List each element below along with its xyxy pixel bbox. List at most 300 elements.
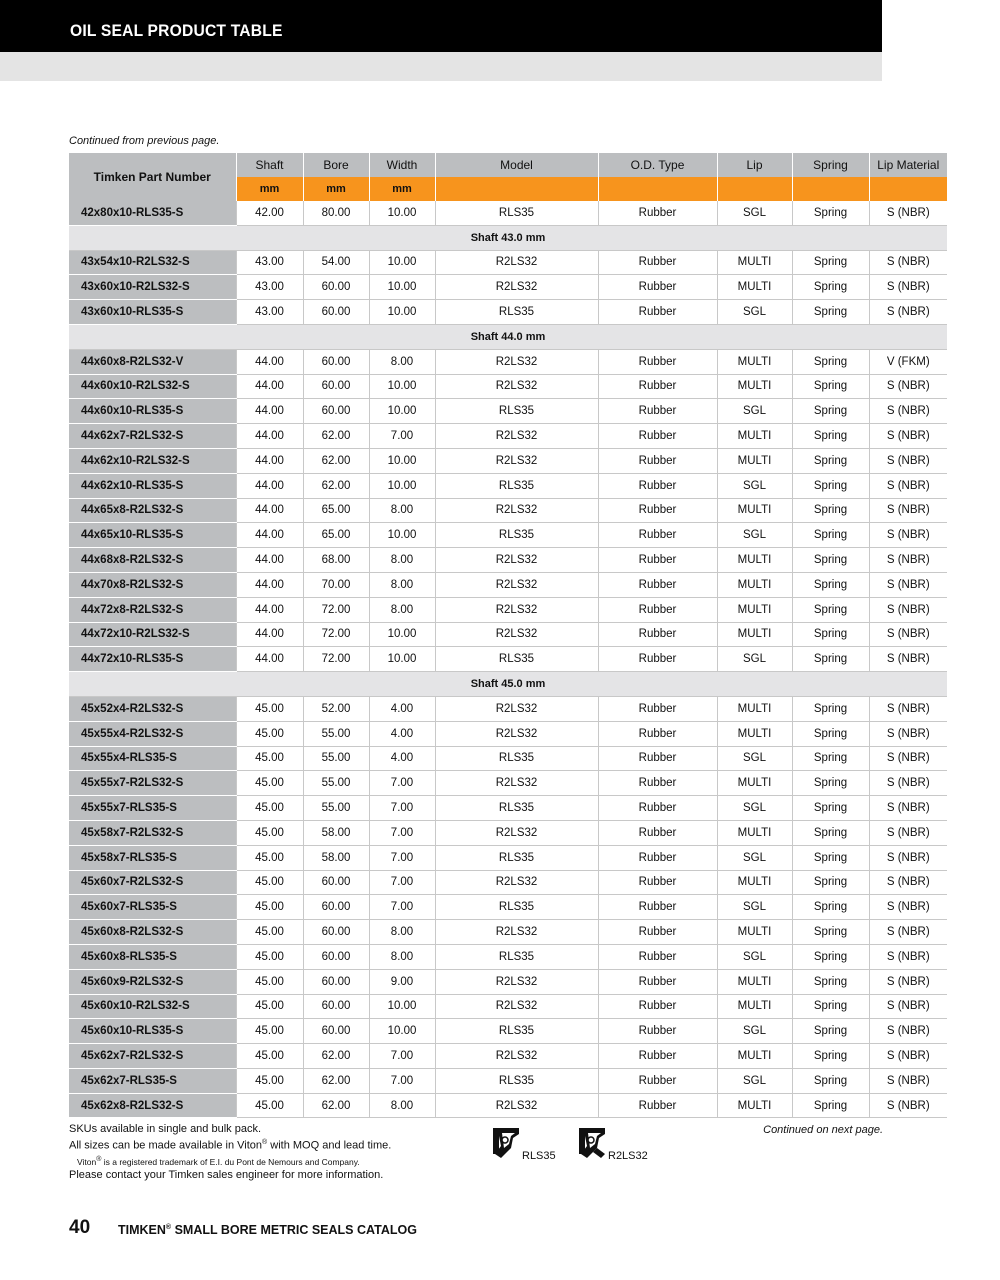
spring-cell: Spring [792, 622, 869, 647]
shaft-cell: 45.00 [236, 845, 303, 870]
table-row [69, 597, 947, 622]
lip-material-cell: S (NBR) [869, 771, 947, 796]
col-shaft: Shaft [236, 153, 303, 177]
bore-cell: 55.00 [303, 721, 369, 746]
bore-cell: 60.00 [303, 349, 369, 374]
lip-cell: SGL [717, 1019, 792, 1044]
width-cell: 8.00 [369, 548, 435, 573]
table-row [69, 374, 947, 399]
model-cell: R2LS32 [435, 622, 598, 647]
part-number-cell: 45x55x7-RLS35-S [69, 796, 236, 821]
footnotes [69, 1122, 391, 1182]
od-type-cell: Rubber [598, 920, 717, 945]
lip-material-cell: S (NBR) [869, 622, 947, 647]
table-row [69, 250, 947, 275]
od-type-cell: Rubber [598, 597, 717, 622]
bore-cell: 62.00 [303, 1093, 369, 1118]
od-type-cell: Rubber [598, 572, 717, 597]
width-cell: 10.00 [369, 1019, 435, 1044]
lip-cell: MULTI [717, 448, 792, 473]
model-cell: RLS35 [435, 944, 598, 969]
od-type-cell: Rubber [598, 349, 717, 374]
lip-cell: MULTI [717, 597, 792, 622]
shaft-cell: 45.00 [236, 994, 303, 1019]
lip-cell: SGL [717, 473, 792, 498]
od-type-cell: Rubber [598, 994, 717, 1019]
model-cell: RLS35 [435, 399, 598, 424]
table-row [69, 771, 947, 796]
lip-cell: MULTI [717, 920, 792, 945]
lip-material-cell: S (NBR) [869, 300, 947, 325]
unit-blank [792, 177, 869, 201]
page-number: 40 [69, 1217, 91, 1238]
spring-cell: Spring [792, 969, 869, 994]
model-cell: R2LS32 [435, 820, 598, 845]
lip-material-cell: S (NBR) [869, 275, 947, 300]
spring-cell: Spring [792, 721, 869, 746]
bore-cell: 60.00 [303, 374, 369, 399]
bore-cell: 62.00 [303, 1068, 369, 1093]
width-cell: 7.00 [369, 845, 435, 870]
spring-cell: Spring [792, 498, 869, 523]
shaft-cell: 45.00 [236, 920, 303, 945]
lip-material-cell: S (NBR) [869, 473, 947, 498]
bore-cell: 60.00 [303, 870, 369, 895]
table-row [69, 1019, 947, 1044]
width-cell: 10.00 [369, 275, 435, 300]
od-type-cell: Rubber [598, 771, 717, 796]
bore-cell: 70.00 [303, 572, 369, 597]
shaft-cell: 45.00 [236, 870, 303, 895]
od-type-cell: Rubber [598, 473, 717, 498]
table-row [69, 820, 947, 845]
spring-cell: Spring [792, 647, 869, 672]
part-number-cell: 45x58x7-R2LS32-S [69, 820, 236, 845]
od-type-cell: Rubber [598, 424, 717, 449]
spring-cell: Spring [792, 746, 869, 771]
model-cell: RLS35 [435, 1068, 598, 1093]
bore-cell: 55.00 [303, 796, 369, 821]
lip-material-cell: S (NBR) [869, 448, 947, 473]
note-trademark: Viton® is a registered trademark of E.I. du Pont de Nemours and Company. [77, 1155, 360, 1167]
lip-material-cell: S (NBR) [869, 1019, 947, 1044]
bore-cell: 54.00 [303, 250, 369, 275]
od-type-cell: Rubber [598, 498, 717, 523]
lip-material-cell: S (NBR) [869, 796, 947, 821]
lip-material-cell: S (NBR) [869, 424, 947, 449]
table-row [69, 796, 947, 821]
spring-cell: Spring [792, 374, 869, 399]
model-cell: R2LS32 [435, 1044, 598, 1069]
table-row [69, 920, 947, 945]
spring-cell: Spring [792, 572, 869, 597]
model-cell: R2LS32 [435, 1093, 598, 1118]
part-number-cell: 44x72x10-RLS35-S [69, 647, 236, 672]
spring-cell: Spring [792, 1093, 869, 1118]
bore-cell: 62.00 [303, 448, 369, 473]
lip-cell: SGL [717, 796, 792, 821]
width-cell: 8.00 [369, 597, 435, 622]
width-cell: 10.00 [369, 300, 435, 325]
od-type-cell: Rubber [598, 1093, 717, 1118]
part-number-cell: 44x72x8-R2LS32-S [69, 597, 236, 622]
od-type-cell: Rubber [598, 796, 717, 821]
lip-material-cell: V (FKM) [869, 349, 947, 374]
table-row [69, 548, 947, 573]
model-cell: R2LS32 [435, 920, 598, 945]
table-row [69, 1068, 947, 1093]
bore-cell: 55.00 [303, 746, 369, 771]
col-model: Model [435, 153, 598, 177]
unit-blank [598, 177, 717, 201]
lip-material-cell: S (NBR) [869, 250, 947, 275]
model-cell: RLS35 [435, 746, 598, 771]
col-part-number: Timken Part Number [69, 153, 236, 201]
shaft-group-label: Shaft 45.0 mm [69, 672, 947, 697]
lip-material-cell: S (NBR) [869, 548, 947, 573]
shaft-cell: 45.00 [236, 969, 303, 994]
od-type-cell: Rubber [598, 870, 717, 895]
continued-next-note: Continued on next page. [763, 1124, 883, 1136]
od-type-cell: Rubber [598, 969, 717, 994]
table-row [69, 969, 947, 994]
product-table [69, 153, 947, 1118]
spring-cell: Spring [792, 448, 869, 473]
lip-cell: MULTI [717, 250, 792, 275]
od-type-cell: Rubber [598, 1019, 717, 1044]
lip-material-cell: S (NBR) [869, 994, 947, 1019]
bore-cell: 72.00 [303, 622, 369, 647]
unit-blank [435, 177, 598, 201]
od-type-cell: Rubber [598, 448, 717, 473]
model-cell: R2LS32 [435, 275, 598, 300]
lip-material-cell: S (NBR) [869, 1044, 947, 1069]
model-cell: R2LS32 [435, 498, 598, 523]
spring-cell: Spring [792, 796, 869, 821]
width-cell: 10.00 [369, 622, 435, 647]
model-cell: RLS35 [435, 647, 598, 672]
od-type-cell: Rubber [598, 1068, 717, 1093]
title-bar [0, 0, 882, 52]
shaft-group-row [69, 225, 947, 250]
width-cell: 8.00 [369, 498, 435, 523]
spring-cell: Spring [792, 349, 869, 374]
model-cell: R2LS32 [435, 448, 598, 473]
model-cell: RLS35 [435, 895, 598, 920]
od-type-cell: Rubber [598, 1044, 717, 1069]
lip-cell: MULTI [717, 771, 792, 796]
od-type-cell: Rubber [598, 746, 717, 771]
bore-cell: 60.00 [303, 969, 369, 994]
header-row [69, 153, 947, 177]
width-cell: 7.00 [369, 895, 435, 920]
spring-cell: Spring [792, 424, 869, 449]
bore-cell: 58.00 [303, 820, 369, 845]
part-number-cell: 45x60x7-R2LS32-S [69, 870, 236, 895]
col-bore: Bore [303, 153, 369, 177]
width-cell: 10.00 [369, 448, 435, 473]
shaft-cell: 45.00 [236, 1019, 303, 1044]
lip-cell: SGL [717, 523, 792, 548]
bore-cell: 60.00 [303, 920, 369, 945]
shaft-group-row [69, 324, 947, 349]
lip-material-cell: S (NBR) [869, 572, 947, 597]
spring-cell: Spring [792, 895, 869, 920]
lip-material-cell: S (NBR) [869, 895, 947, 920]
spring-cell: Spring [792, 275, 869, 300]
spring-cell: Spring [792, 597, 869, 622]
part-number-cell: 45x60x10-RLS35-S [69, 1019, 236, 1044]
od-type-cell: Rubber [598, 721, 717, 746]
part-number-cell: 45x55x7-R2LS32-S [69, 771, 236, 796]
part-number-cell: 45x55x4-R2LS32-S [69, 721, 236, 746]
model-cell: R2LS32 [435, 424, 598, 449]
width-cell: 8.00 [369, 1093, 435, 1118]
shaft-cell: 44.00 [236, 473, 303, 498]
part-number-cell: 43x60x10-R2LS32-S [69, 275, 236, 300]
part-number-cell: 44x70x8-R2LS32-S [69, 572, 236, 597]
bore-cell: 60.00 [303, 895, 369, 920]
model-cell: R2LS32 [435, 250, 598, 275]
bore-cell: 65.00 [303, 523, 369, 548]
lip-cell: SGL [717, 746, 792, 771]
bore-cell: 60.00 [303, 994, 369, 1019]
bore-cell: 72.00 [303, 597, 369, 622]
catalog-title: TIMKEN® SMALL BORE METRIC SEALS CATALOG [118, 1223, 417, 1237]
width-cell: 10.00 [369, 473, 435, 498]
col-od-type: O.D. Type [598, 153, 717, 177]
table-row [69, 1093, 947, 1118]
part-number-cell: 44x62x10-RLS35-S [69, 473, 236, 498]
table-body [69, 201, 947, 1118]
shaft-cell: 45.00 [236, 1044, 303, 1069]
spring-cell: Spring [792, 1044, 869, 1069]
shaft-cell: 45.00 [236, 895, 303, 920]
unit-width: mm [369, 177, 435, 201]
lip-cell: MULTI [717, 349, 792, 374]
bore-cell: 80.00 [303, 201, 369, 225]
part-number-cell: 43x60x10-RLS35-S [69, 300, 236, 325]
shaft-group-label: Shaft 44.0 mm [69, 324, 947, 349]
od-type-cell: Rubber [598, 696, 717, 721]
bore-cell: 58.00 [303, 845, 369, 870]
part-number-cell: 45x52x4-R2LS32-S [69, 696, 236, 721]
shaft-group-label: Shaft 43.0 mm [69, 225, 947, 250]
lip-cell: MULTI [717, 1093, 792, 1118]
table-row [69, 399, 947, 424]
lip-material-cell: S (NBR) [869, 721, 947, 746]
od-type-cell: Rubber [598, 845, 717, 870]
shaft-cell: 44.00 [236, 448, 303, 473]
table-row [69, 721, 947, 746]
part-number-cell: 45x60x9-R2LS32-S [69, 969, 236, 994]
lip-material-cell: S (NBR) [869, 746, 947, 771]
rls35-label: RLS35 [522, 1150, 556, 1162]
width-cell: 7.00 [369, 1044, 435, 1069]
table-row [69, 424, 947, 449]
width-cell: 10.00 [369, 250, 435, 275]
shaft-cell: 44.00 [236, 349, 303, 374]
shaft-cell: 45.00 [236, 1068, 303, 1093]
part-number-cell: 45x60x7-RLS35-S [69, 895, 236, 920]
spring-cell: Spring [792, 473, 869, 498]
table-row [69, 1044, 947, 1069]
shaft-cell: 44.00 [236, 374, 303, 399]
width-cell: 10.00 [369, 994, 435, 1019]
model-cell: RLS35 [435, 845, 598, 870]
model-cell: R2LS32 [435, 696, 598, 721]
lip-cell: SGL [717, 300, 792, 325]
part-number-cell: 45x62x7-R2LS32-S [69, 1044, 236, 1069]
lip-cell: MULTI [717, 820, 792, 845]
unit-bore: mm [303, 177, 369, 201]
lip-cell: SGL [717, 647, 792, 672]
bore-cell: 60.00 [303, 275, 369, 300]
width-cell: 4.00 [369, 746, 435, 771]
lip-material-cell: S (NBR) [869, 201, 947, 225]
width-cell: 8.00 [369, 944, 435, 969]
lip-material-cell: S (NBR) [869, 374, 947, 399]
part-number-cell: 45x60x8-RLS35-S [69, 944, 236, 969]
shaft-cell: 45.00 [236, 796, 303, 821]
table-row [69, 944, 947, 969]
width-cell: 7.00 [369, 771, 435, 796]
rls35-seal-icon [489, 1124, 523, 1160]
spring-cell: Spring [792, 771, 869, 796]
spring-cell: Spring [792, 250, 869, 275]
lip-cell: MULTI [717, 374, 792, 399]
spring-cell: Spring [792, 300, 869, 325]
lip-material-cell: S (NBR) [869, 944, 947, 969]
table-row [69, 994, 947, 1019]
lip-cell: SGL [717, 201, 792, 225]
note-packs: SKUs available in single and bulk pack. [69, 1123, 262, 1135]
spring-cell: Spring [792, 399, 869, 424]
part-number-cell: 45x62x8-R2LS32-S [69, 1093, 236, 1118]
width-cell: 4.00 [369, 696, 435, 721]
part-number-cell: 42x80x10-RLS35-S [69, 201, 236, 225]
lip-cell: MULTI [717, 870, 792, 895]
width-cell: 8.00 [369, 349, 435, 374]
shaft-cell: 43.00 [236, 275, 303, 300]
lip-cell: SGL [717, 399, 792, 424]
shaft-cell: 42.00 [236, 201, 303, 225]
model-cell: R2LS32 [435, 994, 598, 1019]
table-row [69, 448, 947, 473]
bore-cell: 62.00 [303, 424, 369, 449]
table-row [69, 696, 947, 721]
bore-cell: 68.00 [303, 548, 369, 573]
od-type-cell: Rubber [598, 250, 717, 275]
part-number-cell: 45x60x8-R2LS32-S [69, 920, 236, 945]
shaft-cell: 45.00 [236, 771, 303, 796]
lip-material-cell: S (NBR) [869, 399, 947, 424]
note-contact: Please contact your Timken sales engineer for more information. [69, 1169, 384, 1182]
lip-cell: MULTI [717, 275, 792, 300]
note-viton: All sizes can be made available in Viton® with MOQ and lead time. [69, 1139, 392, 1152]
bore-cell: 60.00 [303, 300, 369, 325]
part-number-cell: 44x65x10-RLS35-S [69, 523, 236, 548]
model-cell: R2LS32 [435, 721, 598, 746]
lip-cell: MULTI [717, 498, 792, 523]
part-number-cell: 44x60x8-R2LS32-V [69, 349, 236, 374]
bore-cell: 72.00 [303, 647, 369, 672]
part-number-cell: 44x62x10-R2LS32-S [69, 448, 236, 473]
width-cell: 7.00 [369, 870, 435, 895]
shaft-cell: 43.00 [236, 300, 303, 325]
lip-cell: SGL [717, 944, 792, 969]
shaft-cell: 45.00 [236, 820, 303, 845]
spring-cell: Spring [792, 994, 869, 1019]
spring-cell: Spring [792, 870, 869, 895]
bore-cell: 60.00 [303, 399, 369, 424]
spring-cell: Spring [792, 820, 869, 845]
model-cell: RLS35 [435, 300, 598, 325]
spring-cell: Spring [792, 201, 869, 225]
lip-material-cell: S (NBR) [869, 870, 947, 895]
shaft-cell: 44.00 [236, 647, 303, 672]
shaft-group-row [69, 672, 947, 697]
od-type-cell: Rubber [598, 399, 717, 424]
width-cell: 9.00 [369, 969, 435, 994]
part-number-cell: 44x65x8-R2LS32-S [69, 498, 236, 523]
bore-cell: 60.00 [303, 1019, 369, 1044]
shaft-cell: 44.00 [236, 548, 303, 573]
spring-cell: Spring [792, 1068, 869, 1093]
part-number-cell: 45x60x10-R2LS32-S [69, 994, 236, 1019]
table-row [69, 498, 947, 523]
bore-cell: 62.00 [303, 473, 369, 498]
shaft-cell: 45.00 [236, 721, 303, 746]
od-type-cell: Rubber [598, 374, 717, 399]
model-cell: RLS35 [435, 473, 598, 498]
width-cell: 10.00 [369, 647, 435, 672]
model-cell: R2LS32 [435, 349, 598, 374]
spring-cell: Spring [792, 920, 869, 945]
col-width: Width [369, 153, 435, 177]
width-cell: 8.00 [369, 572, 435, 597]
lip-material-cell: S (NBR) [869, 920, 947, 945]
table-row [69, 895, 947, 920]
lip-cell: SGL [717, 895, 792, 920]
spring-cell: Spring [792, 1019, 869, 1044]
lip-cell: MULTI [717, 1044, 792, 1069]
table-row [69, 622, 947, 647]
part-number-cell: 43x54x10-R2LS32-S [69, 250, 236, 275]
part-number-cell: 45x62x7-RLS35-S [69, 1068, 236, 1093]
lip-material-cell: S (NBR) [869, 820, 947, 845]
lip-material-cell: S (NBR) [869, 969, 947, 994]
shaft-cell: 44.00 [236, 622, 303, 647]
part-number-cell: 44x62x7-R2LS32-S [69, 424, 236, 449]
col-lip-material: Lip Material [869, 153, 947, 177]
od-type-cell: Rubber [598, 622, 717, 647]
table-row [69, 746, 947, 771]
shaft-cell: 45.00 [236, 944, 303, 969]
model-cell: R2LS32 [435, 597, 598, 622]
width-cell: 10.00 [369, 523, 435, 548]
lip-cell: MULTI [717, 994, 792, 1019]
width-cell: 10.00 [369, 374, 435, 399]
spring-cell: Spring [792, 944, 869, 969]
col-lip: Lip [717, 153, 792, 177]
width-cell: 10.00 [369, 201, 435, 225]
od-type-cell: Rubber [598, 647, 717, 672]
model-cell: RLS35 [435, 796, 598, 821]
part-number-cell: 45x58x7-RLS35-S [69, 845, 236, 870]
bore-cell: 65.00 [303, 498, 369, 523]
bore-cell: 55.00 [303, 771, 369, 796]
